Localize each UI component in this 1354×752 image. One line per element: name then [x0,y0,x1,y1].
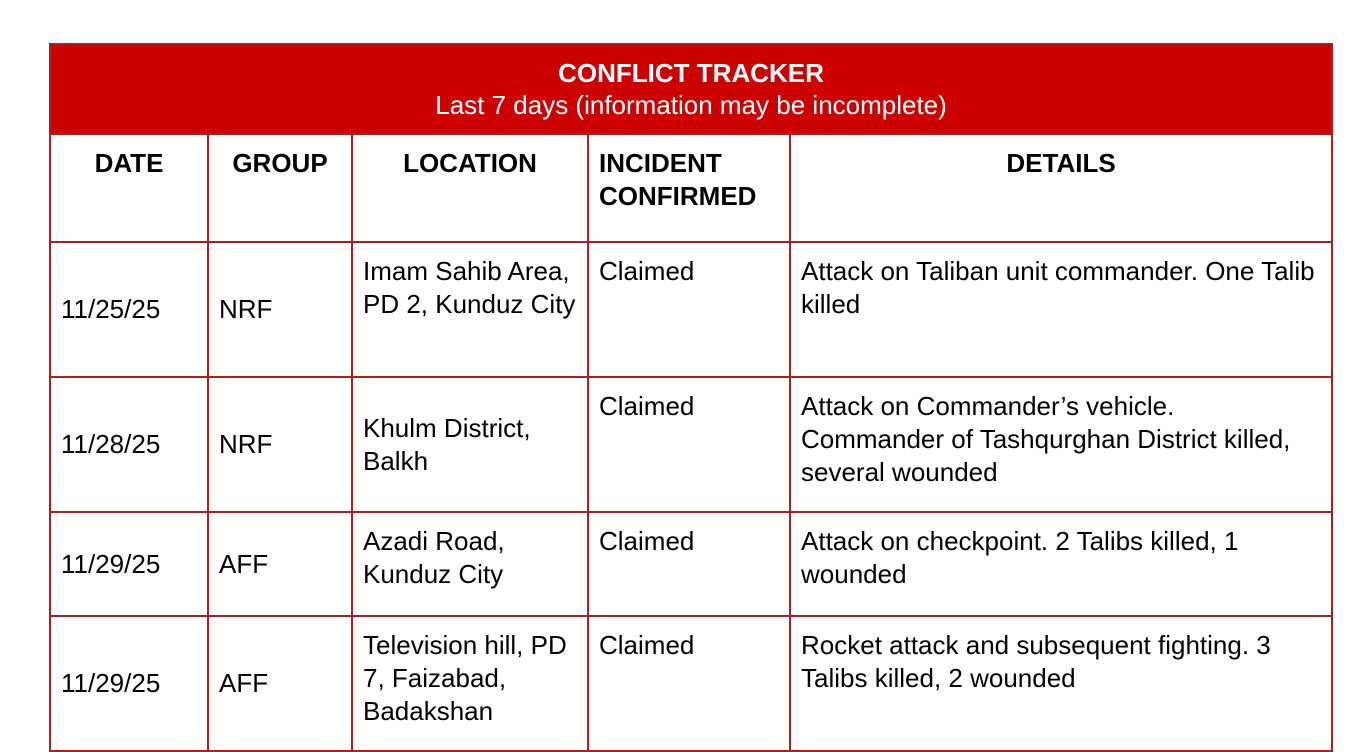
table-title-cell [50,44,1332,134]
header-incident-line2: CONFIRMED [599,181,757,211]
table-title: CONFLICT TRACKER [558,58,824,88]
table-row [50,242,1332,377]
cell-group: AFF [208,512,352,616]
table-subtitle: Last 7 days (information may be incomplete) [435,90,947,120]
cell-location: Television hill, PD 7, Faizabad, Badakshan [352,616,588,751]
cell-group: NRF [208,242,352,377]
cell-date: 11/28/25 [50,377,208,512]
header-location: LOCATION [352,134,588,242]
header-group: GROUP [208,134,352,242]
table-row [50,616,1332,751]
cell-details: Rocket attack and subsequent fighting. 3 Talibs killed, 2 wounded [790,616,1332,751]
cell-confirmed: Claimed [588,377,790,512]
header-incident-line1: INCIDENT [599,148,722,178]
cell-group: AFF [208,616,352,751]
header-date: DATE [50,134,208,242]
cell-confirmed: Claimed [588,512,790,616]
cell-details: Attack on checkpoint. 2 Talibs killed, 1 wounded [790,512,1332,616]
cell-confirmed: Claimed [588,242,790,377]
cell-location: Khulm District, Balkh [352,377,588,512]
cell-details: Attack on Taliban unit commander. One Talib killed [790,242,1332,377]
cell-confirmed: Claimed [588,616,790,751]
conflict-tracker-table [49,43,1333,752]
cell-date: 11/29/25 [50,512,208,616]
table-row [50,512,1332,616]
cell-location: Imam Sahib Area, PD 2, Kunduz City [352,242,588,377]
header-incident-confirmed [588,134,790,242]
header-details: DETAILS [790,134,1332,242]
cell-group: NRF [208,377,352,512]
table-row [50,377,1332,512]
table-title-row [50,44,1332,134]
cell-date: 11/25/25 [50,242,208,377]
cell-details: Attack on Commander’s vehicle. Commander of Tashqurghan District killed, several wounded [790,377,1332,512]
cell-date: 11/29/25 [50,616,208,751]
cell-location: Azadi Road, Kunduz City [352,512,588,616]
table-header-row [50,134,1332,242]
